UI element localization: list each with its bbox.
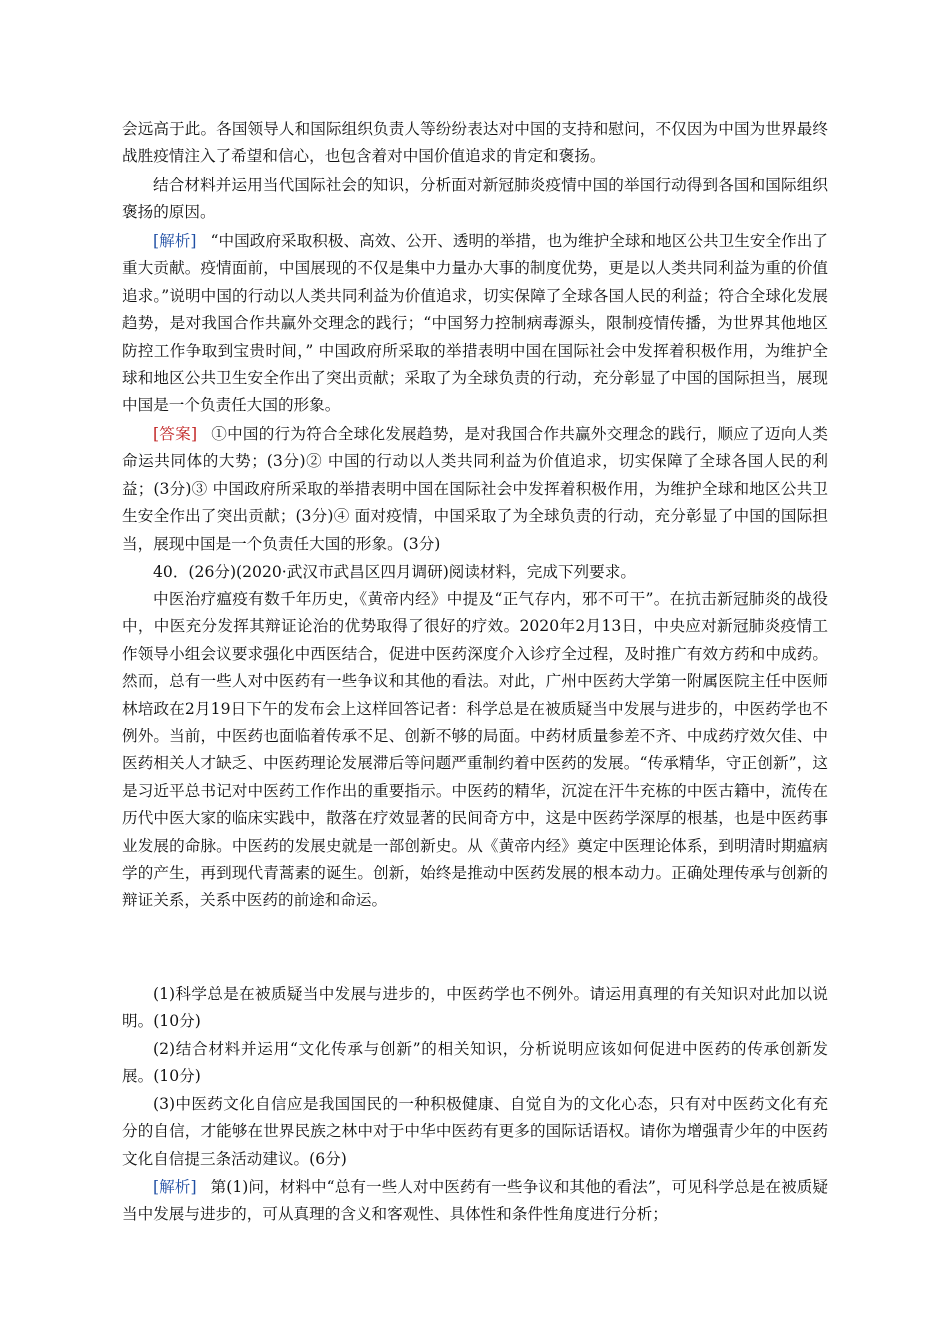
paragraph-text: 会远高于此。各国领导人和国际组织负责人等纷纷表达对中国的支持和慰问，不仅因为中国为世界最终战胜疫情注入了希望和信心，也包含着对中国价值追求的肯定和褒扬。 — [122, 120, 828, 166]
analysis-block-40 — [122, 1174, 828, 1229]
paragraph-text: 40．(26分)(2020·武汉市武昌区四月调研)阅读材料，完成下列要求。 — [153, 563, 636, 581]
paragraph-text: (3)中医药文化自信应是我国国民的一种积极健康、自觉自为的文化心态，只有对中医药文化有充分的自信，才能够在世界民族之林中对于中华中医药有更多的国际话语权。请你为增强青少年的中医药文化自信提三条活动建议。(6分) — [122, 1095, 828, 1168]
question-40-material — [122, 586, 828, 915]
paragraph-text: ①中国的行为符合全球化发展趋势，是对我国合作共赢外交理念的践行，顺应了迈向人类命运共同体的大势；(3分)② 中国的行动以人类共同利益为价值追求，切实保障了全球各国人民的利益；(3分)③ 中国政府所采取的举措表明中国在国际社会中发挥着积极作用，为维护全球和地区公共卫生安全作出了突出贡献；(3分)④ 面对疫情，中国采取了为全球负责的行动，充分彰显了中国的国际担当，展现中国是一个负责任大国的形象。(3分) — [122, 425, 828, 553]
sub-question-3 — [122, 1091, 828, 1173]
question-39-prompt — [122, 172, 828, 227]
question-40-header — [122, 559, 828, 586]
sub-question-2 — [122, 1036, 828, 1091]
paragraph-text: 第(1)问，材料中“总有一些人对中医药有一些争议和其他的看法”，可见科学总是在被质疑当中发展与进步的，可从真理的含义和客观性、具体性和条件性角度进行分析； — [122, 1178, 828, 1224]
paragraph-text: “中国政府采取积极、高效、公开、透明的举措，也为维护全球和地区公共卫生安全作出了重大贡献。疫情面前，中国展现的不仅是集中力量办大事的制度优势，更是以人类共同利益为重的价值追求。”说明中国的行动以人类共同利益为价值追求，切实保障了全球各国人民的利益；符合全球化发展趋势，是对我国合作共赢外交理念的践行；“中国努力控制病毒源头，限制疫情传播，为世界其他地区防控工作争取到宝贵时间，” 中国政府所采取的举措表明中国在国际社会中发挥着积极作用，为维护全球和地区公共卫生安全作出了突出贡献；采取了为全球负责的行动，充分彰显了中国的国际担当，展现中国是一个负责任大国的形象。 — [122, 232, 828, 415]
analysis-tag: [解析] — [153, 232, 197, 250]
paragraph-text: 结合材料并运用当代国际社会的知识，分析面对新冠肺炎疫情中国的举国行动得到各国和国际组织褒扬的原因。 — [122, 176, 828, 222]
material-continuation — [122, 116, 828, 171]
analysis-tag: [解析] — [153, 1178, 197, 1196]
answer-tag: [答案] — [153, 425, 198, 443]
paragraph-text: (2)结合材料并运用“文化传承与创新”的相关知识，分析说明应该如何促进中医药的传承创新发展。(10分) — [122, 1040, 828, 1086]
sub-question-1 — [122, 981, 828, 1036]
answer-block-39 — [122, 421, 828, 558]
paragraph-text: 中医治疗瘟疫有数千年历史，《黄帝内经》中提及“正气存内，邪不可干”。在抗击新冠肺炎的战役中，中医充分发挥其辩证论治的优势取得了很好的疗效。2020年2月13日，中央应对新冠肺炎疫情工作领导小组会议要求强化中西医结合，促进中医药深度介入诊疗全过程，及时推广有效方药和中成药。然而，总有一些人对中医药有一些争议和其他的看法。对此，广州中医药大学第一附属医院主任中医师林培政在2月19日下午的发布会上这样回答记者：科学总是在被质疑当中发展与进步的，中医药学也不例外。当前，中医药也面临着传承不足、创新不够的局面。中药材质量参差不齐、中成药疗效欠佳、中医药相关人才缺乏、中医药理论发展滞后等问题严重制约着中医药的发展。“传承精华，守正创新”，这是习近平总书记对中医药工作作出的重要指示。中医药的精华，沉淀在汗牛充栋的中医古籍中，流传在历代中医大家的临床实践中，散落在疗效显著的民间奇方中，这是中医药学深厚的根基，也是中医药事业发展的命脉。中医药的发展史就是一部创新史。从《黄帝内经》奠定中医理论体系，到明清时期瘟病学的产生，再到现代青蒿素的诞生。创新，始终是推动中医药发展的根本动力。正确处理传承与创新的辩证关系，关系中医药的前途和命运。 — [122, 590, 828, 910]
paragraph-text: (1)科学总是在被质疑当中发展与进步的，中医药学也不例外。请运用真理的有关知识对此加以说明。(10分) — [122, 985, 828, 1031]
analysis-block-39 — [122, 228, 828, 420]
